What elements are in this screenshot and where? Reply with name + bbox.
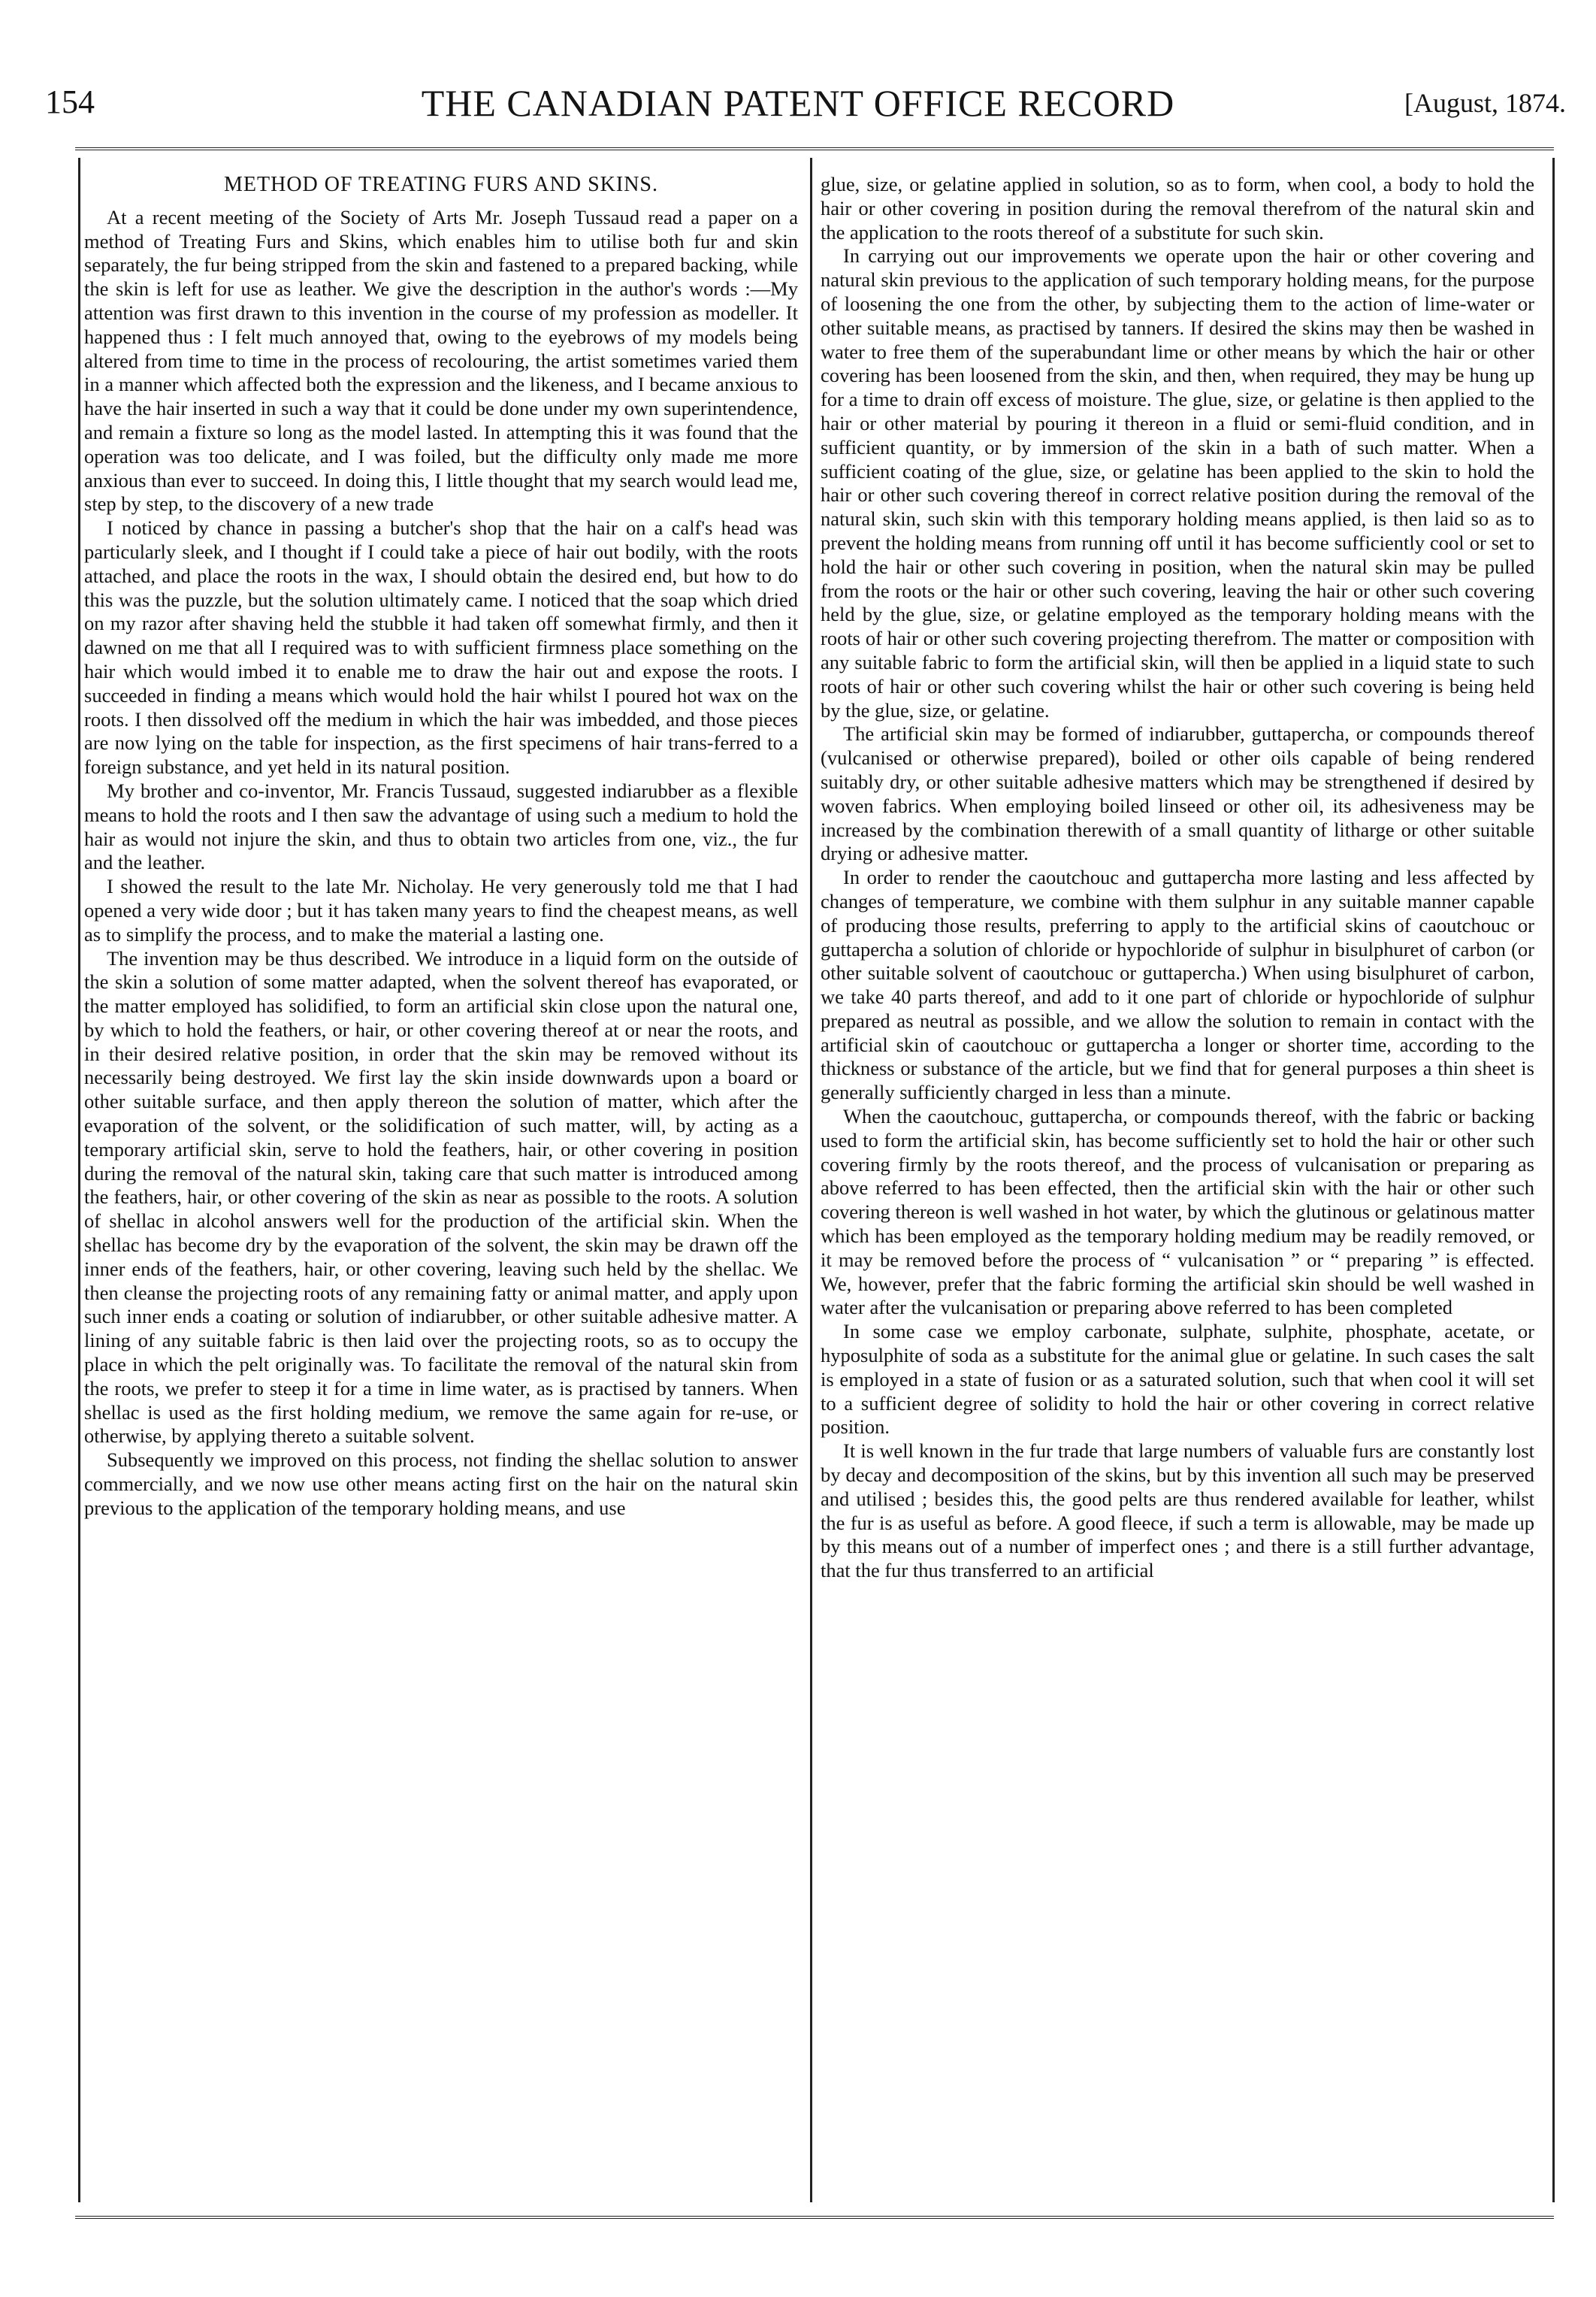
journal-title: THE CANADIAN PATENT OFFICE RECORD — [421, 82, 1175, 124]
article-title: METHOD OF TREATING FURS AND SKINS. — [224, 173, 658, 196]
frame-left-rule — [78, 158, 80, 2202]
paragraph: When the caoutchouc, guttapercha, or compounds thereof, with the fabric or backing used to form the artificial skin, has become sufficiently set to hold the hair or other such covering firmly by the roots thereof, and the process of vulcanisation or preparing as above referred to has been effected, then the artificial skin with the hair or other such covering thereon is well washed in hot water, by which the glutinous or gelatinous matter which has been employed as the temporary holding medium may be readily removed, or it may be removed before the process of “ vulcanisation ” or “ preparing ” is effected. We, however, prefer that the fabric forming the artificial skin should be well washed in water after the vulcanisation or preparing above referred to has been completed — [821, 1105, 1534, 1319]
paragraph: The invention may be thus described. We introduce in a liquid form on the outside of the skin a solution of some matter adapted, when the solvent thereof has evaporated, or the matter employed has solidified, to form an artificial skin close upon the natural one, by which to hold the feathers, or hair, or other covering thereof at or near the roots, and in their desired relative position, in order that the skin may be removed without its necessarily being destroyed. We first lay the skin inside downwards upon a board or other suitable surface, and then apply thereon the solution of matter, which after the evaporation of the solvent, or the solidification of such matter, will, by acting as a temporary artificial skin, serve to hold the feathers, hair, or other covering in position during the removal of the natural skin, taking care that such matter is introduced among the feathers, hair, or other covering of the skin as near as possible to the roots. A solution of shellac in alcohol answers well for the production of the artificial skin. When the shellac has become dry by the evaporation of the solvent, the skin may be drawn off the inner ends of the feathers, hair, or other covering, leaving such held by the shellac. We then cleanse the projecting roots of any remaining fatty or animal matter, and apply upon such inner ends a coating or solution of indiarubber, or other suitable adhesive matter. A lining of any suitable fabric is then laid over the projecting roots, so as to occupy the place in which the pelt originally was. To facilitate the removal of the natural skin from the roots, we prefer to steep it for a time in lime water, as is practised by tanners. When shellac is used as the first holding medium, we remove the same again for re-use, or otherwise, by applying thereto a suitable solvent. — [84, 946, 798, 1448]
frame-right-rule — [1552, 158, 1555, 2202]
page-header — [0, 75, 1596, 135]
paragraph: I showed the result to the late Mr. Nicholay. He very generously told me that I had opened a very wide door ; but it has taken many years to find the cheapest means, as well as to simplify the process, and to make the material a lasting one. — [84, 875, 798, 946]
right-column — [821, 173, 1534, 1583]
paragraph: It is well known in the fur trade that large numbers of valuable furs are constantly lost by decay and decomposition of the skins, but by this invention all such may be preserved and utilised ; besides this, the good pelts are thus rendered available for leather, whilst the fur is as useful as before. A good fleece, if such a term is allowable, may be made up by this means out of a number of imperfect ones ; and there is a still further advantage, that the fur thus transferred to an artificial — [821, 1439, 1534, 1582]
paragraph: Subsequently we improved on this process, not finding the shellac solution to answer commercially, and we now use other means acting first on the hair on the natural skin previous to the application of the temporary holding means, and use — [84, 1448, 798, 1519]
left-column — [84, 173, 798, 1521]
paragraph: My brother and co-inventor, Mr. Francis Tussaud, suggested indiarubber as a flexible means to hold the roots and I then saw the advantage of using such a medium to hold the hair as would not injure the skin, and thus to obtain two articles from one, viz., the fur and the leather. — [84, 779, 798, 874]
paragraph: In carrying out our improvements we operate upon the hair or other covering and natural skin previous to the application of such temporary holding means, for the purpose of loosening the one from the other, by subjecting them to the action of lime-water or other suitable means, as practised by tanners. If desired the skins may then be washed in water to free them of the superabundant lime or other means by which the hair or other covering has been loosened from the skin, and then, when required, they may be hung up for a time to drain off excess of moisture. The glue, size, or gelatine is then applied to the hair or other material by pouring it thereon in a fluid or semi-fluid condition, and in sufficient quantity, or by immersion of the skin in a bath of such matter. When a sufficient coating of the glue, size, or gelatine has been applied to the skin to hold the hair or other such covering thereof in correct relative position during the removal of the natural skin, such skin with this temporary holding means applied, is then laid so as to prevent the holding means from running off until it has become sufficiently cool or set to hold the hair or other such covering in position, when the natural skin may be pulled from the roots or the hair or other such covering, leaving the hair or other such covering held by the glue, size, or gelatine employed as the temporary holding means with the roots of hair or other such covering projecting therefrom. The matter or composition with any suitable fabric to form the artificial skin, will then be applied in a liquid state to such roots of hair or other such covering whilst the hair or other such covering is being held by the glue, size, or gelatine. — [821, 244, 1534, 722]
paragraph: In order to render the caoutchouc and guttapercha more lasting and less affected by changes of temperature, we combine with them sulphur in any suitable manner capable of producing those results, preferring to apply to the artificial skins of caoutchouc or guttapercha a solution of chloride or hypochloride of sulphur in bisulphuret of carbon (or other suitable solvent of caoutchouc or guttapercha.) When using bisulphuret of carbon, we take 40 parts thereof, and add to it one part of chloride or hypochloride of sulphur prepared as neutral as possible, and we allow the solution to remain in contact with the artificial skin of caoutchouc or guttapercha a longer or shorter time, according to the thickness or substance of the article, but we find that for general purposes a thin sheet is generally sufficiently charged in less than a minute. — [821, 866, 1534, 1104]
paragraph: In some case we employ carbonate, sulphate, sulphite, phosphate, acetate, or hyposulphite of soda as a substitute for the animal glue or gelatine. In such cases the salt is employed in a state of fusion or as a saturated solution, such that when cool it will set to a sufficient degree of solidity to hold the hair or other covering in correct relative position. — [821, 1320, 1534, 1439]
page-number: 154 — [45, 83, 95, 120]
issue-date: [August, 1874. — [1404, 88, 1566, 118]
paragraph: At a recent meeting of the Society of Arts Mr. Joseph Tussaud read a paper on a method of Treating Furs and Skins, which enables him to utilise both fur and skin separately, the fur being stripped from the skin and fastened to a prepared backing, while the skin is left for use as leather. We give the description in the author's words :—My attention was first drawn to this invention in the course of my profession as modeller. It happened thus : I felt much annoyed that, owing to the eyebrows of my models being altered from time to time in the process of recolouring, the artist sometimes varied them in a manner which affected both the expression and the likeness, and I became anxious to have the hair inserted in such a way that it could be done under my own superintendence, and remain a fixture so long as the model lasted. In attempting this it was found that the operation was too delicate, and I was foiled, but the difficulty only made me more anxious than ever to succeed. In doing this, I little thought that my search would lead me, step by step, to the discovery of a new trade — [84, 205, 798, 516]
paragraph: glue, size, or gelatine applied in solution, so as to form, when cool, a body to hold the hair or other covering in position during the removal therefrom of the natural skin and the application to the roots thereof of a substitute for such skin. — [821, 173, 1534, 244]
column-divider — [810, 158, 812, 2202]
paragraph: I noticed by chance in passing a butcher's shop that the hair on a calf's head was particularly sleek, and I thought if I could take a piece of hair out bodily, with the roots attached, and place the roots in the wax, I should obtain the desired end, but how to do this was the puzzle, but the solution ultimately came. I noticed that the soap which dried on my razor after shaving held the stubble it had taken off somewhat firmly, and then it dawned on me that all I required was to with sufficient firmness place something on the hair which would imbed it to enable me to draw the hair out and expose the roots. I succeeded in finding a means which would hold the hair whilst I poured hot wax on the roots. I then dissolved off the medium in which the hair was imbedded, and those pieces are now lying on the table for inspection, as the first specimens of hair trans-ferred to a foreign substance, and yet held in its natural position. — [84, 516, 798, 779]
paragraph: The artificial skin may be formed of indiarubber, guttapercha, or compounds thereof (vulcanised or otherwise prepared), boiled or other oils capable of being rendered suitably dry, or other suitable adhesive matters which may be strengthened if desired by woven fabrics. When employing boiled linseed or other oil, its adhesiveness may be increased by the combination therewith of a small quantity of litharge or other suitable drying or adhesive matter. — [821, 722, 1534, 865]
